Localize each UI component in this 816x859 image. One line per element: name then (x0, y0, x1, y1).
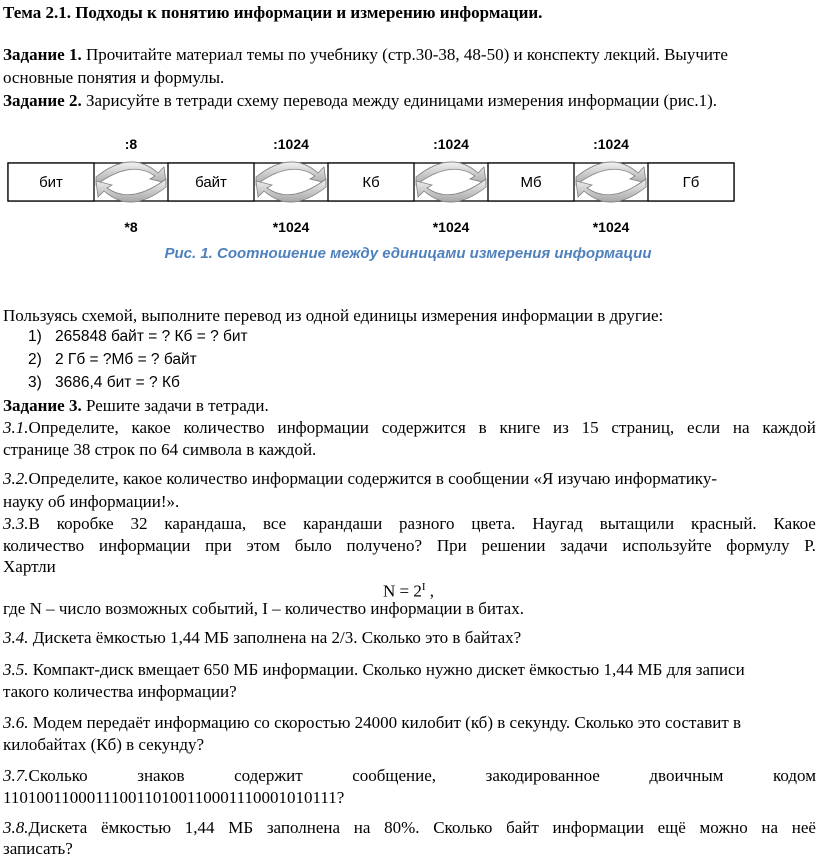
problem-3-3-line2 (3, 536, 816, 556)
unit-label: Мб (520, 174, 542, 191)
problem-word: было (294, 536, 332, 555)
problem-lead (3, 766, 88, 786)
problem-word: Определите, (28, 418, 119, 437)
task1-line2: основные понятия и формулы. (3, 68, 225, 87)
problem-word: знаков (137, 766, 185, 785)
problem-word: красный. (690, 514, 757, 533)
problem-word: этом (246, 536, 280, 555)
problem-word: заполнена (266, 818, 341, 837)
problem-word: какое (131, 418, 171, 437)
problem-word: разного (399, 514, 455, 533)
problem-word: коробке (56, 514, 114, 533)
problem-word: 32 (130, 514, 148, 533)
exercise-number: 1) (28, 328, 42, 345)
problem-word: информации (552, 818, 644, 837)
problem-3-8-line2: записать? (3, 839, 73, 858)
multiply-factor-label: *1024 (272, 219, 310, 235)
problem-word: закодированное (485, 766, 600, 785)
problem-3-3-line3: Хартли (3, 557, 56, 576)
problem-word: Наугад (532, 514, 583, 533)
exercise-number: 3) (28, 374, 42, 391)
problem-word: Сколько (433, 818, 493, 837)
unit-label: Гб (682, 174, 700, 191)
problem-3-6-line1 (3, 713, 741, 733)
exercise-number: 2) (28, 351, 42, 368)
problem-word: цвета. (471, 514, 516, 533)
problem-word: ёмкостью (101, 818, 172, 837)
problem-3-8-line1 (3, 818, 816, 838)
problem-word: на (353, 818, 371, 837)
exercise-item (28, 350, 197, 370)
problem-word: неё (791, 818, 816, 837)
problem-word: на (732, 418, 750, 437)
problem-word: информации (277, 418, 369, 437)
problem-text: Модем передаёт информацию со скоростью 24000 килобит (кб) в секунду. Сколько это составит в (28, 713, 742, 732)
task1-text: Прочитайте материал темы по учебнику (стр.30-38, 48-50) и конспекту лекций. Выучите (81, 45, 728, 64)
problem-word: на (761, 818, 779, 837)
exercise-text: 265848 байт = ? Кб = ? бит (55, 328, 248, 345)
problem-word: количество (3, 536, 85, 555)
problem-word: кодом (772, 766, 816, 785)
problem-word: 1,44 (184, 818, 215, 837)
problem-word: получено? (346, 536, 423, 555)
problem-word: двоичным (649, 766, 724, 785)
problem-number: 3.6. (3, 713, 29, 732)
exercise-intro: Пользуясь схемой, выполните перевод из одной единицы измерения информации в другие: (3, 306, 664, 325)
problem-3-5-line1 (3, 660, 745, 680)
problem-text: Дискета ёмкостью 1,44 МБ заполнена на 2/3. Сколько это в байтах? (28, 628, 522, 647)
problem-lead (3, 818, 87, 838)
exercise-text: 3686,4 бит = ? Кб (55, 374, 180, 391)
exercise-item (28, 327, 248, 347)
problem-3-1-line1 (3, 418, 816, 438)
exercise-item (28, 373, 180, 393)
problem-word: используйте (622, 536, 712, 555)
problem-word: каждой (762, 418, 816, 437)
problem-word: страниц, (611, 418, 675, 437)
formula-tail: , (425, 581, 435, 601)
problem-number: 3.3. (3, 514, 29, 533)
problem-word: содержится (381, 418, 466, 437)
formula-exponent: I (421, 581, 426, 593)
formula-base: N = 2 (383, 581, 422, 601)
problem-3-2-line1 (3, 469, 717, 489)
problem-word: количество (183, 418, 265, 437)
problem-3-6-line2: килобайтах (Кб) в секунду? (3, 735, 205, 754)
divide-factor-label: :1024 (593, 136, 629, 152)
problem-number: 3.8. (3, 818, 29, 837)
task3-text: Решите задачи в тетради. (81, 396, 269, 415)
exercise-text: 2 Гб = ?Мб = ? байт (55, 351, 197, 368)
divide-factor-label: :8 (124, 136, 138, 152)
problem-3-7-line1 (3, 766, 816, 786)
problem-word: ещё (657, 818, 686, 837)
unit-label: Кб (362, 174, 380, 191)
problem-number: 3.1. (3, 418, 29, 437)
problem-word: Сколько (28, 766, 88, 785)
multiply-factor-label: *1024 (432, 219, 470, 235)
problem-word: книге (499, 418, 541, 437)
problem-number: 3.4. (3, 628, 29, 647)
problem-word: формулу (726, 536, 790, 555)
problem-3-4-line (3, 628, 521, 648)
problem-lead (3, 514, 40, 534)
problem-word: сообщение, (352, 766, 437, 785)
problem-word: содержит (234, 766, 303, 785)
problem-word: при (205, 536, 232, 555)
problem-3-5-line2: такого количества информации? (3, 682, 237, 701)
problem-number: 3.5. (3, 660, 29, 679)
problem-3-2-line2: науку об информации!». (3, 492, 180, 511)
problem-word: 15 (581, 418, 599, 437)
problem-word: решении (481, 536, 546, 555)
problem-word: Дискета (28, 818, 88, 837)
problem-word: Р. (804, 536, 816, 555)
problem-word: При (436, 536, 467, 555)
problem-word: все (263, 514, 287, 533)
problem-word: байт (506, 818, 539, 837)
task2-line (3, 91, 717, 111)
task2-text: Зарисуйте в тетради схему перевода между единицами измерения информации (рис.1). (81, 91, 718, 110)
problem-word: В (28, 514, 40, 533)
problem-word: можно (699, 818, 748, 837)
multiply-factor-label: *1024 (592, 219, 630, 235)
problem-text: Компакт-диск вмещает 650 МБ информации. Сколько нужно дискет ёмкостью 1,44 МБ для записи (28, 660, 745, 679)
problem-3-3-line1 (3, 514, 816, 534)
problem-number: 3.2. (3, 469, 29, 488)
problem-word: карандаши (303, 514, 383, 533)
problem-word: информации (98, 536, 191, 555)
task1-label: Задание 1. (3, 45, 82, 64)
multiply-factor-label: *8 (124, 219, 138, 235)
problem-text: Определите, какое количество информации содержится в сообщении «Я изучаю информатику- (28, 469, 717, 488)
task2-label: Задание 2. (3, 91, 82, 110)
problem-lead (3, 418, 119, 438)
page-title: Тема 2.1. Подходы к понятию информации и измерению информации. (3, 3, 543, 22)
problem-word: вытащили (599, 514, 675, 533)
unit-label: байт (195, 174, 227, 191)
task3-label: Задание 3. (3, 396, 82, 415)
problem-word: если (686, 418, 721, 437)
problem-3-7-line2: 1101001100011100110100110001110001010111? (3, 788, 345, 807)
problem-word: из (552, 418, 569, 437)
divide-factor-label: :1024 (433, 136, 469, 152)
problem-word: задачи (560, 536, 608, 555)
units-conversion-diagram (0, 130, 816, 242)
problem-word: Какое (773, 514, 816, 533)
problem-number: 3.7. (3, 766, 29, 785)
problem-3-3-line4: где N – число возможных событий, I – количество информации в битах. (3, 599, 524, 618)
unit-label: бит (39, 174, 63, 191)
problem-word: в (478, 418, 487, 437)
problem-3-1-line2: странице 38 строк по 64 символа в каждой. (3, 440, 317, 459)
task3-line (3, 396, 269, 416)
problem-word: МБ (228, 818, 254, 837)
figure-caption: Рис. 1. Соотношение между единицами измерения информации (164, 245, 652, 262)
problem-word: 80%. (384, 818, 420, 837)
problem-word: карандаша, (164, 514, 247, 533)
hartley-formula (383, 577, 434, 602)
task1-line1 (3, 45, 728, 65)
divide-factor-label: :1024 (273, 136, 309, 152)
